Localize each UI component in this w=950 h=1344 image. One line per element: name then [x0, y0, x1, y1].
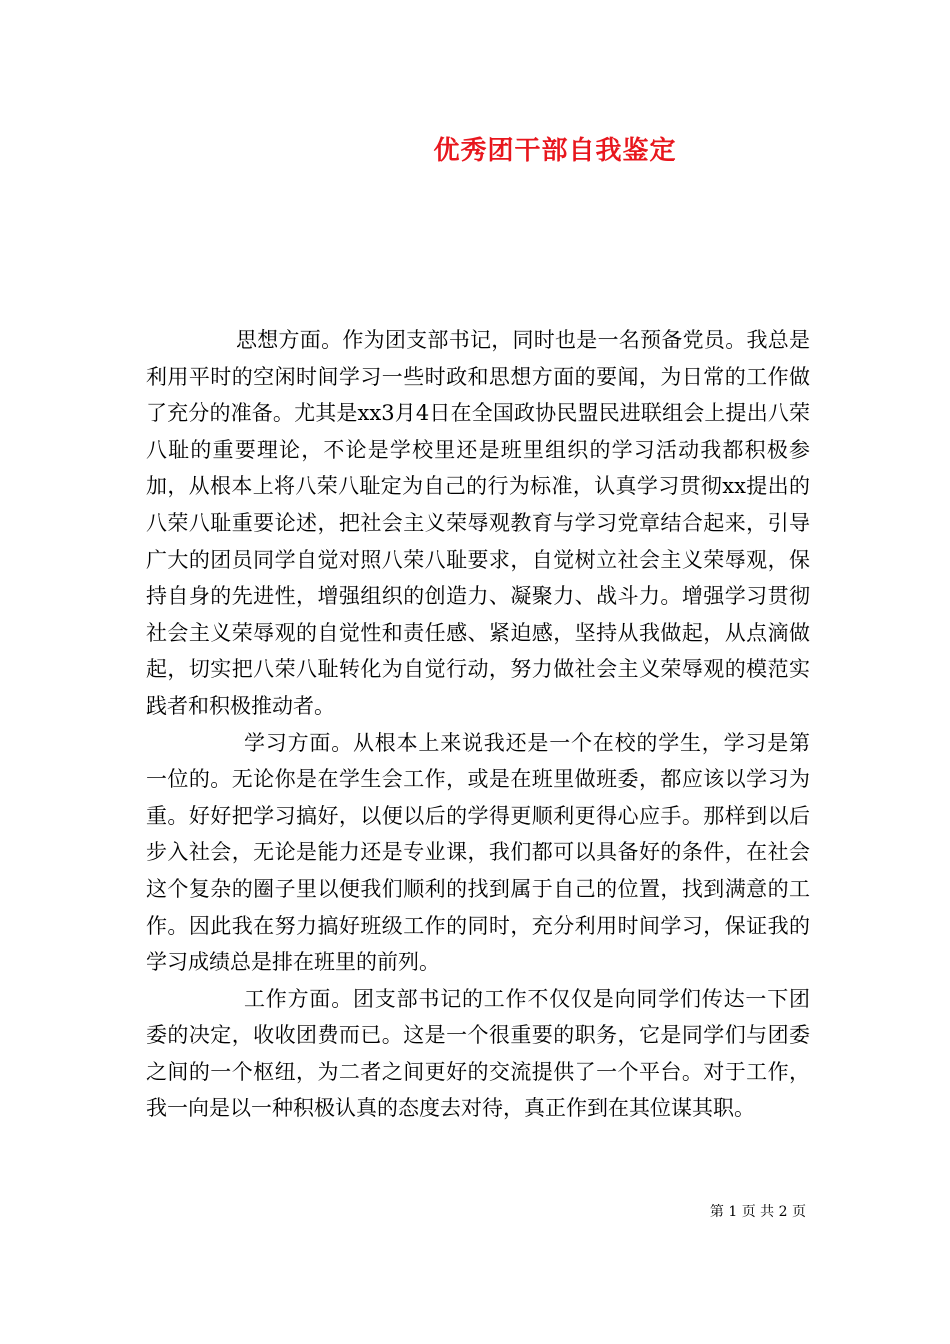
page-number-footer: 第 1 页 共 2 页 — [709, 1204, 806, 1220]
document-body — [146, 322, 810, 1127]
document-title: 优秀团干部自我鉴定 — [433, 136, 677, 166]
paragraph-work: 工作方面。团支部书记的工作不仅仅是向同学们传达一下团委的决定，收收团费而已。这是一个很重要的职务，它是同学们与团委之间的一个枢纽，为二者之间更好的交流提供了一个平台。对于工作，我一向是以一种积极认真的态度去对待，真正作到在其位谋其职。 — [146, 986, 810, 1121]
paragraph-study: 学习方面。从根本上来说我还是一个在校的学生，学习是第一位的。无论你是在学生会工作，或是在班里做班委，都应该以学习为重。好好把学习搞好，以便以后的学得更顺利更得心应手。那样到以后步入社会，无论是能力还是专业课，我们都可以具备好的条件，在社会这个复杂的圈子里以便我们顺利的找到属于自己的位置，找到满意的工作。因此我在努力搞好班级工作的同时，充分利用时间学习，保证我的学习成绩总是排在班里的前列。 — [146, 730, 810, 975]
paragraph-ideology: 思想方面。作为团支部书记，同时也是一名预备党员。我总是利用平时的空闲时间学习一些时政和思想方面的要闻，为日常的工作做了充分的准备。尤其是xx3月4日在全国政协民盟民进联组会上提出八荣八耻的重要理论，不论是学校里还是班里组织的学习活动我都积极参加，从根本上将八荣八耻定为自己的行为标准，认真学习贯彻xx提出的八荣八耻重要论述，把社会主义荣辱观教育与学习党章结合起来，引导广大的团员同学自觉对照八荣八耻要求，自觉树立社会主义荣辱观，保持自身的先进性，增强组织的创造力、凝聚力、战斗力。增强学习贯彻社会主义荣辱观的自觉性和责任感、紧迫感，坚持从我做起，从点滴做起，切实把八荣八耻转化为自觉行动，努力做社会主义荣辱观的模范实践者和积极推动者。 — [146, 328, 810, 718]
